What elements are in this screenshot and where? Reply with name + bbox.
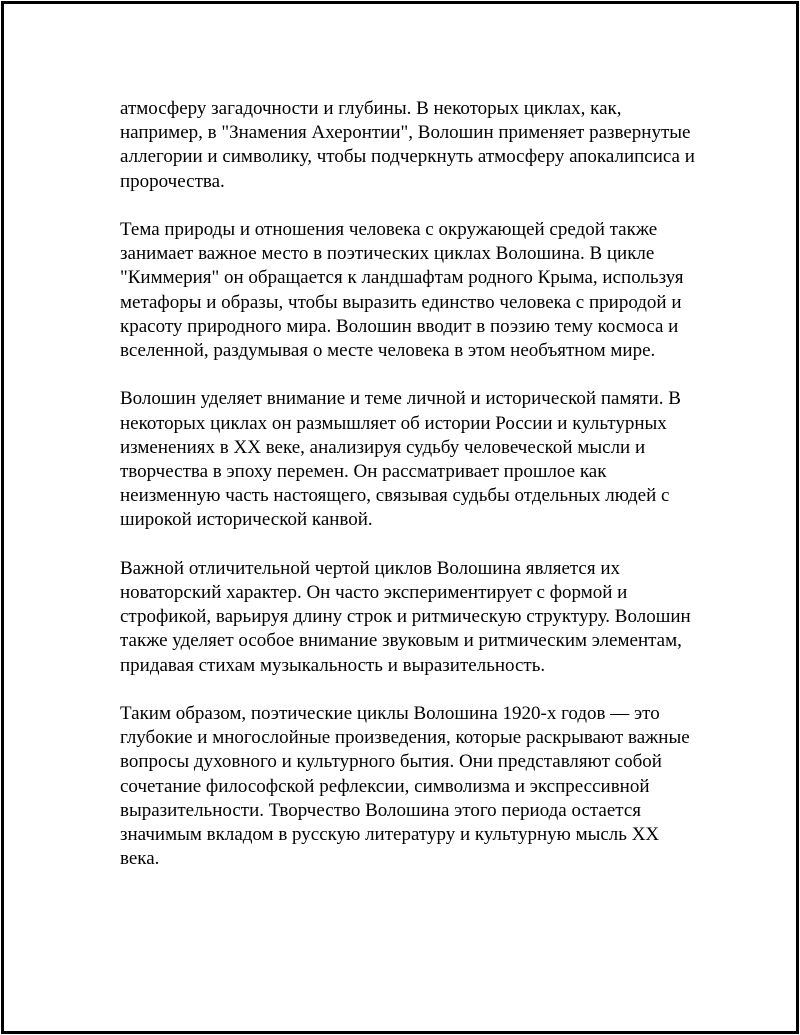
text-line: придавая стихам музыкальность и выразительность.	[120, 654, 546, 676]
text-line: изменениях в XX веке, анализируя судьбу человеческой мысли и	[120, 436, 646, 458]
text-line: века.	[120, 848, 160, 870]
text-line: например, в "Знамения Ахеронтии", Волошин применяет развернутые	[120, 122, 691, 144]
text-line: неизменную часть настоящего, связывая судьбы отдельных людей с	[120, 485, 670, 507]
paragraph-3	[120, 387, 700, 532]
text-line: красоту природного мира. Волошин вводит в поэзию тему космоса и	[120, 315, 679, 337]
text-line: выразительности. Творчество Волошина этого периода остается	[120, 799, 642, 821]
text-line: пророчества.	[120, 170, 225, 192]
paragraph-1	[120, 97, 700, 194]
text-line: занимает важное место в поэтических циклах Волошина. В цикле	[120, 243, 655, 265]
paragraph-5	[120, 702, 700, 871]
text-line: "Киммерия" он обращается к ландшафтам родного Крыма, используя	[120, 267, 684, 289]
text-line: значимым вкладом в русскую литературу и культурную мысль XX	[120, 824, 660, 846]
text-line: вопросы духовного и культурного бытия. Они представляют собой	[120, 751, 662, 773]
text-line: метафоры и образы, чтобы выразить единство человека с природой и	[120, 291, 682, 313]
text-line: Важной отличительной чертой циклов Волошина является их	[120, 557, 621, 579]
text-line: некоторых циклах он размышляет об истории России и культурных	[120, 412, 667, 434]
text-line: вселенной, раздумывая о месте человека в этом необъятном мире.	[120, 340, 656, 362]
text-line: творчества в эпоху перемен. Он рассматривает прошлое как	[120, 461, 607, 483]
text-line: Тема природы и отношения человека с окружающей средой также	[120, 219, 658, 240]
text-line: строфикой, варьируя длину строк и ритмическую структуру. Волошин	[120, 606, 691, 628]
text-line: атмосферу загадочности и глубины. В некоторых циклах, как,	[120, 98, 622, 119]
text-line: сочетание философской рефлексии, символизма и экспрессивной	[120, 775, 650, 797]
text-line: Волошин уделяет внимание и теме личной и исторической памяти. В	[120, 388, 681, 410]
page-frame	[1, 1, 799, 1034]
paragraph-4	[120, 557, 700, 678]
text-line: также уделяет особое внимание звуковым и ритмическим элементам,	[120, 630, 682, 652]
text-line: Таким образом, поэтические циклы Волошина 1920-х годов — это	[120, 703, 660, 725]
text-line: глубокие и многослойные произведения, которые раскрывают важные	[120, 727, 690, 749]
page-content	[120, 97, 700, 896]
paragraph-2	[120, 218, 700, 363]
text-line: широкой исторической канвой.	[120, 509, 373, 531]
text-line: новаторский характер. Он часто экспериментирует с формой и	[120, 582, 628, 604]
text-line: аллегории и символику, чтобы подчеркнуть атмосферу апокалипсиса и	[120, 146, 695, 168]
